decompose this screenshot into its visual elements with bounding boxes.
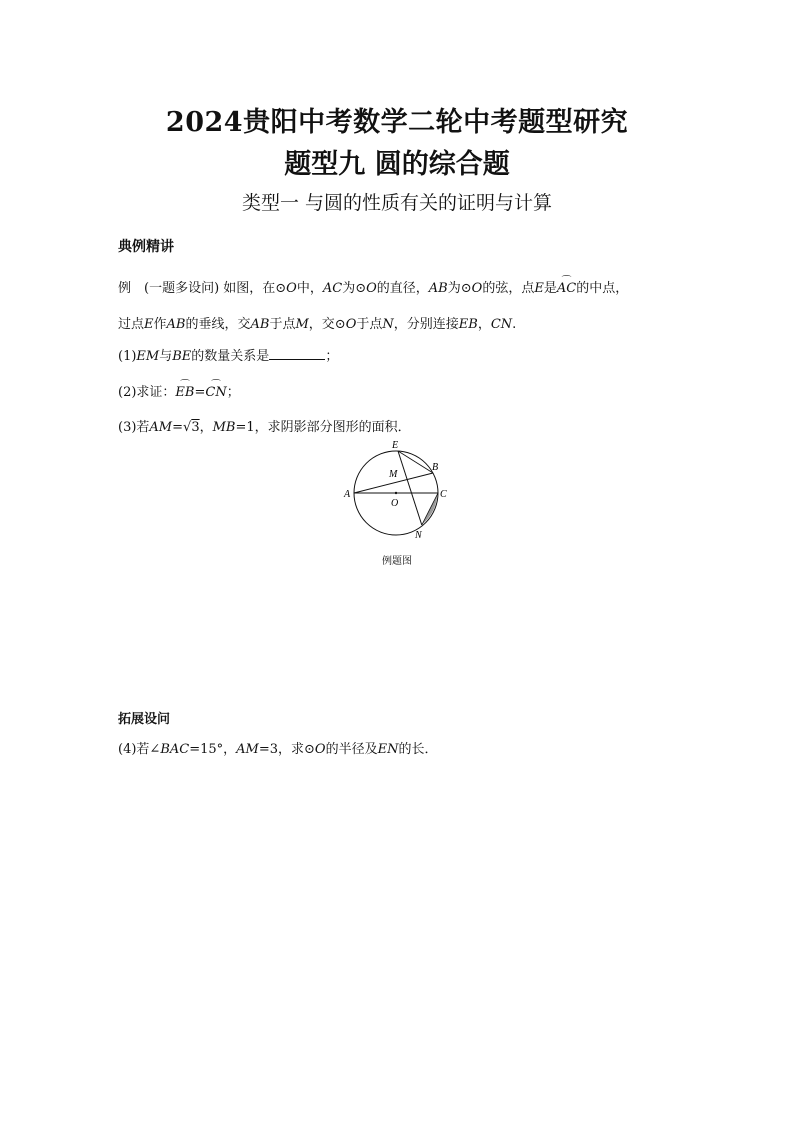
text: . [512, 317, 517, 332]
question-3 [118, 416, 411, 435]
text: EB [458, 317, 478, 332]
text: AM [149, 420, 173, 435]
arc-ac: ⌒ AC [557, 281, 576, 296]
label-e: E [392, 440, 399, 451]
text: 的长． [398, 742, 438, 757]
text: (1) [118, 349, 137, 364]
text: AM [236, 742, 259, 757]
arc-eb: ⌒ EB [175, 385, 194, 400]
text: 为⊙ [342, 281, 367, 296]
text: = [194, 385, 206, 400]
type-heading: 类型一 与圆的性质有关的证明与计算 [241, 192, 553, 214]
example-line-1 [118, 277, 628, 296]
segment-cn [422, 493, 438, 525]
label-n: N [415, 530, 422, 541]
question-1 [118, 345, 338, 364]
text: (4)若∠ [118, 742, 161, 757]
text: MB [212, 420, 236, 435]
document-title: 2024贵阳中考数学二轮中考题型研究 [165, 107, 629, 138]
label-a: A [344, 489, 351, 500]
text: BAC [160, 742, 190, 757]
text: (3)若 [118, 420, 150, 435]
text: 的数量关系是 [191, 349, 270, 364]
text: =1，求阴影部分图形的面积． [235, 420, 411, 435]
text: =3，求⊙ [258, 742, 315, 757]
text: (2)求证： [118, 385, 176, 400]
question-4 [118, 738, 437, 757]
text: 于点 [356, 317, 383, 332]
text: EN [377, 742, 399, 757]
text: N [382, 317, 394, 332]
text: AB [250, 317, 270, 332]
text: O [471, 281, 483, 296]
text: E [534, 281, 544, 296]
text: 作 [153, 317, 167, 332]
text: 于点 [269, 317, 296, 332]
text: 的中点， [576, 281, 629, 296]
text: O [345, 317, 357, 332]
text: E [144, 317, 154, 332]
text: =√ [172, 420, 192, 435]
text: M [295, 317, 309, 332]
text: ， [199, 420, 213, 435]
text: ； [325, 349, 339, 364]
text: 的弦，点 [482, 281, 535, 296]
segment-en [398, 451, 422, 525]
text: O [314, 742, 326, 757]
text: 的垂线，交 [185, 317, 251, 332]
document-subtitle: 题型九 圆的综合题 [284, 149, 510, 180]
text: 是 [543, 281, 557, 296]
text: 为⊙ [447, 281, 472, 296]
example-line-2 [118, 313, 516, 332]
text: ； [226, 385, 240, 400]
text: AC [322, 281, 343, 296]
text: O [366, 281, 377, 296]
text: ， [477, 317, 491, 332]
text: 过点 [118, 317, 145, 332]
text: 中， [296, 281, 323, 296]
segment-eb [398, 451, 433, 473]
text: CN [490, 317, 513, 332]
label-c: C [440, 489, 447, 500]
center-dot [395, 492, 397, 494]
answer-blank[interactable] [269, 347, 325, 360]
section-heading-extension: 拓展设问 [118, 712, 171, 727]
example-figure [340, 437, 460, 547]
arc-cn: ⌒ CN [205, 385, 226, 400]
text: ，分别连接 [393, 317, 459, 332]
question-2 [118, 381, 240, 400]
text: 与 [159, 349, 173, 364]
text: 例 (一题多设问) 如图，在⊙ [118, 281, 287, 296]
text: AB [166, 317, 186, 332]
text: 的直径， [376, 281, 429, 296]
text: EM [136, 349, 160, 364]
label-b: B [432, 462, 439, 473]
figure-caption: 例题图 [382, 556, 412, 567]
text: ，交⊙ [308, 317, 346, 332]
label-m: M [389, 469, 398, 480]
text: 的半径及 [325, 742, 378, 757]
text: O [286, 281, 297, 296]
text: AB [428, 281, 448, 296]
text: 3 [191, 420, 200, 435]
text: BE [172, 349, 192, 364]
text: =15°， [189, 742, 237, 757]
section-heading-examples: 典例精讲 [118, 239, 174, 255]
label-o: O [391, 498, 399, 509]
